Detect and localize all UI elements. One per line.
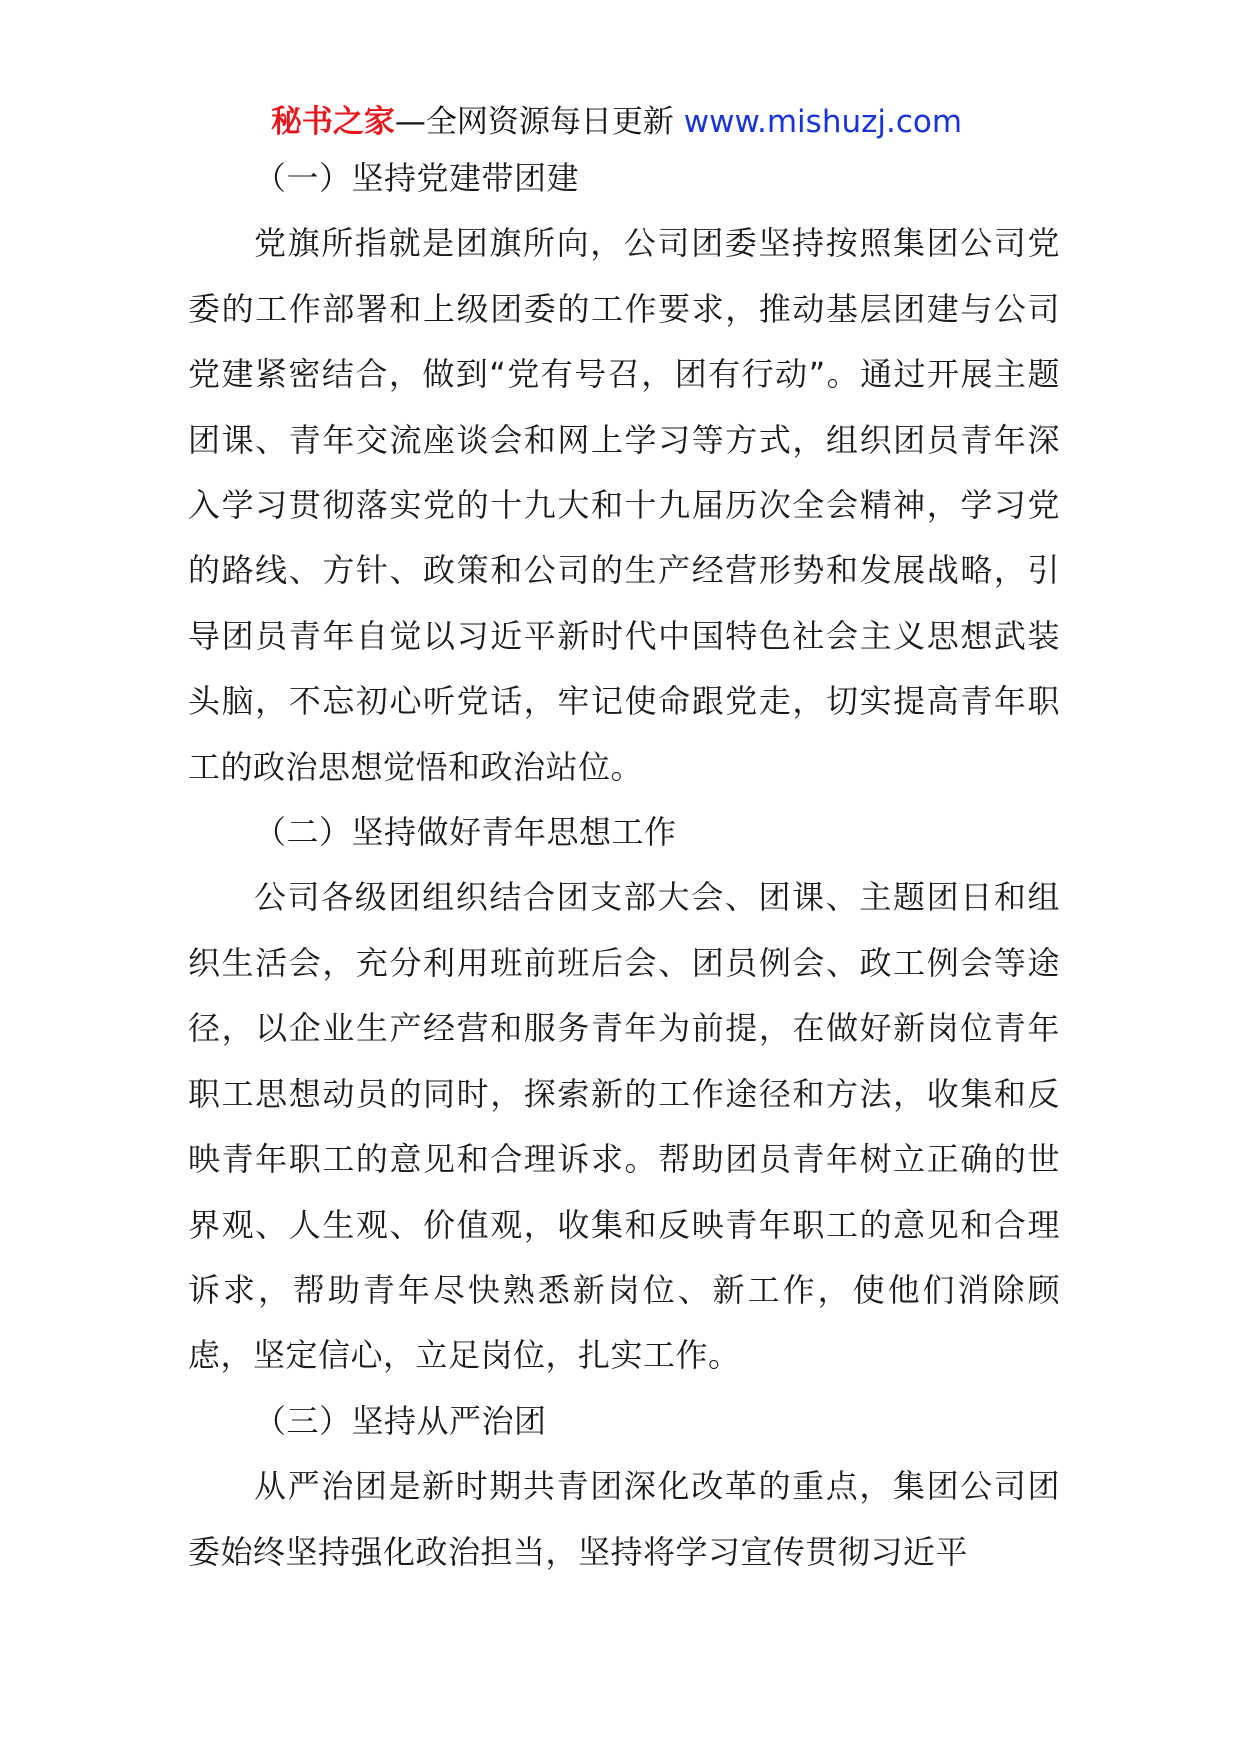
watermark-url[interactable]: www.mishuzj.com: [683, 104, 963, 140]
section-paragraph-1: 党旗所指就是团旗所向，公司团委坚持按照集团公司党委的工作部署和上级团委的工作要求，推动基层团建与公司党建紧密结合，做到“党有号召，团有行动”。通过开展主题团课、青年交流座谈会和网上学习等方式，组织团员青年深入学习贯彻落实党的十九大和十九届历次全会精神，学习党的路线、方针、政策和公司的生产经营形势和发展战略，引导团员青年自觉以习近平新时代中国特色社会主义思想武装头脑，不忘初心听党话，牢记使命跟党走，切实提高青年职工的政治思想觉悟和政治站位。: [188, 224, 1060, 786]
watermark-brand: 秘书之家: [270, 104, 395, 140]
section-heading-3: （三）坚持从严治团: [254, 1401, 547, 1440]
document-body: [188, 146, 1060, 1585]
section-paragraph-3: 从严治团是新时期共青团深化改革的重点，集团公司团委始终坚持强化政治担当，坚持将学习宣传贯彻习近平: [188, 1467, 1060, 1571]
section-paragraph-2: 公司各级团组织结合团支部大会、团课、主题团日和组织生活会，充分利用班前班后会、团员例会、政工例会等途径，以企业生产经营和服务青年为前提，在做好新岗位青年职工思想动员的同时，探索新的工作途径和方法，收集和反映青年职工的意见和合理诉求。帮助团员青年树立正确的世界观、人生观、价值观，收集和反映青年职工的意见和合理诉求，帮助青年尽快熟悉新岗位、新工作，使他们消除顾虑，坚定信心，立足岗位，扎实工作。: [188, 878, 1060, 1375]
document-page: [188, 100, 1060, 1585]
watermark-slogan: —全网资源每日更新: [394, 104, 684, 140]
section-heading-1: （一）坚持党建带团建: [254, 159, 580, 197]
section-heading-2: （二）坚持做好青年思想工作: [254, 813, 677, 852]
watermark-header: [173, 100, 1060, 144]
